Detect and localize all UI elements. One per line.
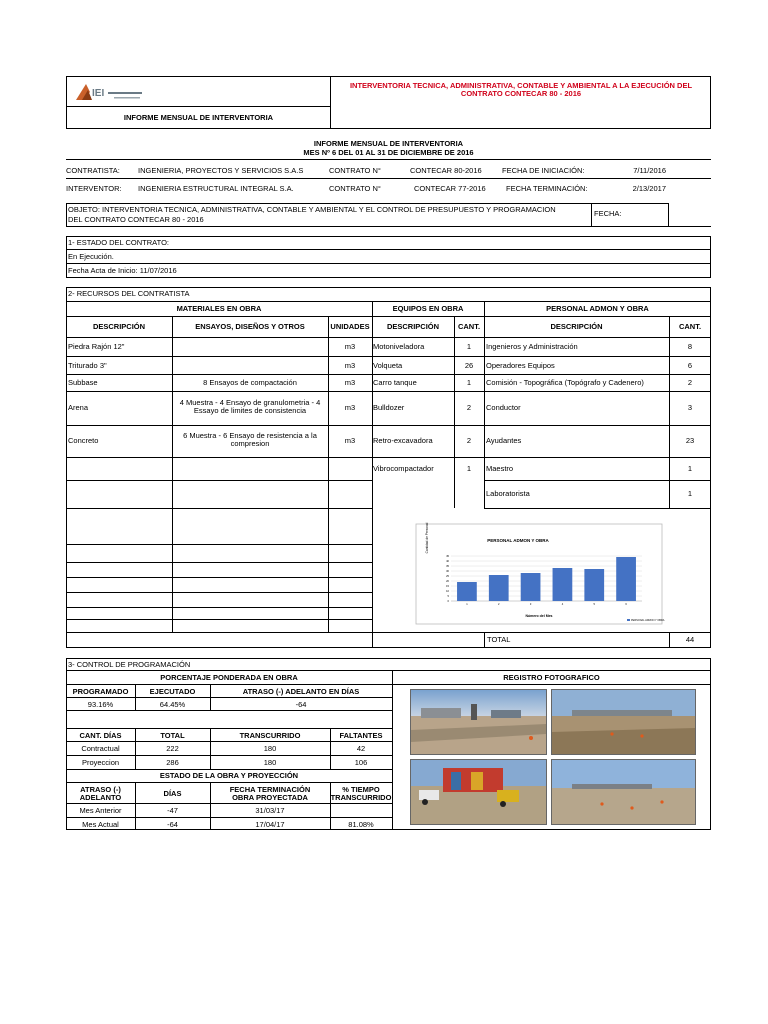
chart-legend-swatch	[627, 619, 630, 621]
control-heading: 3- CONTROL DE PROGRAMACIÓN	[68, 660, 191, 669]
chart-xtick-label: 3	[529, 603, 532, 606]
registro-title: REGISTRO FOTOGRAFICO	[503, 673, 600, 682]
site-photo-1	[410, 689, 547, 755]
personal-cant: 1	[687, 464, 693, 473]
dias-row-total: 286	[166, 758, 179, 767]
chart-ytick-label: 35	[446, 565, 449, 568]
site-photo-2	[551, 689, 696, 755]
chart-ylabel: Cantidad de Personal	[425, 522, 429, 554]
dias-row-transcurrido: 180	[263, 744, 277, 753]
chart-xtick-label: 4	[561, 603, 564, 606]
col-fecha-l1: FECHA TERMINACIÓN	[229, 785, 311, 794]
equipo-cant: 1	[466, 464, 472, 473]
chart-ytick-label: 30	[446, 570, 449, 573]
equipo-desc: Volqueta	[373, 361, 403, 370]
col-total: TOTAL	[160, 731, 185, 740]
equipo-cant: 1	[466, 342, 472, 351]
fecha-inicio-label: FECHA DE INICIACIÓN:	[502, 166, 585, 175]
dias-row-label: Proyeccion	[81, 758, 120, 767]
col-cant-dias: CANT. DÍAS	[79, 731, 122, 740]
chart-bar	[553, 568, 573, 601]
dias-row-total: 222	[166, 744, 179, 753]
material-desc: Piedra Rajón 12"	[68, 342, 125, 351]
col-dias: DÍAS	[163, 789, 182, 798]
materiales-title: MATERIALES EN OBRA	[176, 304, 262, 313]
dias-row-transcurrido: 180	[263, 758, 277, 767]
estado-row-label: Mes Anterior	[79, 806, 122, 815]
equipo-cant: 2	[466, 436, 472, 445]
material-ensayo: 8 Ensayos de compactación	[203, 378, 297, 387]
estado-heading: 1- ESTADO DEL CONTRATO:	[68, 238, 169, 247]
chart-ytick-label: 40	[446, 560, 449, 563]
personal-cant: 6	[687, 361, 693, 370]
chart-xtick-label: 5	[593, 603, 595, 606]
chart-ytick-label: 5	[447, 595, 449, 598]
chart-xtick-label: 1	[466, 603, 468, 606]
material-desc: Arena	[68, 403, 89, 412]
company-logo	[74, 80, 144, 104]
col-unidades: UNIDADES	[330, 322, 370, 331]
col-descripcion: DESCRIPCIÓN	[92, 322, 146, 331]
chart-bar	[584, 569, 604, 601]
estado-line2: Fecha Acta de Inicio: 11/07/2016	[68, 266, 177, 275]
chart-ytick-label: 45	[446, 555, 449, 558]
personal-desc: Laboratorista	[486, 489, 530, 498]
material-unidad: m3	[344, 436, 356, 445]
chart-ytick-label: 20	[446, 580, 449, 583]
material-unidad: m3	[344, 361, 356, 370]
info-period: MES Nº 6 DEL 01 AL 31 DE DICIEMBRE DE 2016	[303, 148, 474, 157]
atraso-value: -64	[295, 700, 307, 709]
material-desc: Concreto	[68, 436, 99, 445]
col-cant: CANT.	[457, 322, 481, 331]
personal-desc: Comisión - Topográfica (Topógrafo y Cadenero)	[486, 378, 644, 387]
programado-value: 93.16%	[87, 700, 114, 709]
dias-row-faltantes: 106	[354, 758, 368, 767]
col-atraso2-l1: ATRASO (-)	[80, 785, 121, 794]
ejecutado-value: 64.45%	[159, 700, 186, 709]
col-fecha-l2: OBRA PROYECTADA	[232, 793, 308, 802]
chart-xlabel: Número del Mes	[525, 614, 553, 618]
estado-row-tiempo: 81.08%	[348, 820, 374, 829]
material-desc: Subbase	[68, 378, 98, 387]
personal-desc: Maestro	[486, 464, 514, 473]
chart-legend-text: PERSONAL ADMON Y OBRA	[631, 619, 665, 622]
dias-row-faltantes: 42	[356, 744, 366, 753]
equipo-desc: Carro tanque	[373, 378, 417, 387]
col-ensayos: ENSAYOS, DISEÑOS Y OTROS	[195, 322, 305, 331]
chart-bar	[521, 573, 541, 601]
estado-line1: En Ejecución.	[68, 252, 114, 261]
col-tiempo-l1: % TIEMPO	[342, 785, 380, 794]
chart-xtick-label: 2	[498, 603, 500, 606]
equipo-cant: 26	[464, 361, 474, 370]
personal-chart	[372, 508, 711, 632]
total-label: TOTAL	[487, 635, 511, 644]
equipo-desc: Vibrocompactador	[373, 464, 434, 473]
estado-row-dias: -47	[167, 806, 178, 815]
report-label: INFORME MENSUAL DE INTERVENTORIA	[123, 113, 274, 122]
personal-cant: 2	[687, 378, 693, 387]
interventor-label: INTERVENTOR:	[66, 184, 122, 193]
estado-row-dias: -64	[167, 820, 178, 829]
contratista-value: INGENIERIA, PROYECTOS Y SERVICIOS S.A.S	[138, 166, 304, 175]
chart-ytick-label: 0	[447, 600, 449, 603]
personal-cant: 1	[687, 489, 693, 498]
contrato-label-2: CONTRATO N°	[329, 184, 381, 193]
col-transcurrido: TRANSCURRIDO	[239, 731, 301, 740]
equipo-desc: Bulldozer	[373, 403, 405, 412]
fecha-inicio-value: 7/11/2016	[633, 166, 666, 175]
chart-ytick-label: 10	[446, 590, 449, 593]
col-faltantes: FALTANTES	[339, 731, 383, 740]
equipo-desc: Retro-excavadora	[373, 436, 433, 445]
total-value: 44	[685, 635, 695, 644]
estado-row-fecha: 17/04/17	[255, 820, 285, 829]
equipo-cant: 1	[466, 378, 472, 387]
col-tiempo-l2: TRANSCURRIDO	[330, 793, 392, 802]
personal-title: PERSONAL ADMON Y OBRA	[546, 304, 649, 313]
svg-text:IEI: IEI	[92, 88, 105, 99]
site-photo-3	[410, 759, 547, 825]
material-desc: Triturado 3"	[68, 361, 107, 370]
objeto-line2: DEL CONTRATO CONTECAR 80 - 2016	[68, 215, 204, 224]
fecha-term-value: 2/13/2017	[632, 184, 666, 193]
chart-ytick-label: 15	[446, 585, 449, 588]
chart-bar	[489, 575, 509, 601]
objeto-line1: OBJETO: INTERVENTORIA TECNICA, ADMINISTRATIVA, CONTABLE Y AMBIENTAL Y EL CONTROL DE PRESUPUESTO Y PROGRAMACION	[68, 205, 556, 214]
chart-ytick-label: 25	[446, 575, 449, 578]
chart-bar	[457, 582, 477, 601]
header-title: INTERVENTORIA TECNICA, ADMINISTRATIVA, CONTABLE Y AMBIENTAL A LA EJECUCIÓN DEL CONTRATO CONTECAR 80 - 2016	[349, 81, 693, 98]
equipo-desc: Motoniveladora	[373, 342, 425, 351]
col-atraso: ATRASO (-) ADELANTO EN DÍAS	[242, 687, 360, 696]
recursos-heading: 2- RECURSOS DEL CONTRATISTA	[68, 289, 190, 298]
site-photo-4	[551, 759, 696, 825]
estado-title: ESTADO DE LA OBRA Y PROYECCIÓN	[159, 771, 299, 780]
fecha-term-label: FECHA TERMINACIÓN:	[506, 184, 588, 193]
col-ejecutado: EJECUTADO	[149, 687, 196, 696]
personal-desc: Ayudantes	[486, 436, 522, 445]
col-eq-descripcion: DESCRIPCIÓN	[386, 322, 440, 331]
contratista-label: CONTRATISTA:	[66, 166, 120, 175]
chart-bar	[616, 557, 636, 601]
personal-desc: Conductor	[486, 403, 521, 412]
material-ensayo: 4 Muestra - 4 Ensayo de granulometria - 4 Essayo de limites de consistencia	[179, 398, 321, 415]
material-unidad: m3	[344, 378, 356, 387]
estado-row-label: Mes Actual	[82, 820, 119, 829]
equipos-title: EQUIPOS EN OBRA	[392, 304, 464, 313]
estado-row-fecha: 31/03/17	[255, 806, 285, 815]
col-programado: PROGRAMADO	[72, 687, 129, 696]
porcentaje-title: PORCENTAJE PONDERADA EN OBRA	[160, 673, 298, 682]
material-unidad: m3	[344, 342, 356, 351]
dias-row-label: Contractual	[81, 744, 120, 753]
chart-xtick-label: 6	[625, 603, 627, 606]
contrato-value-2: CONTECAR 77-2016	[414, 184, 486, 193]
col-atraso2-l2: ADELANTO	[79, 793, 122, 802]
fecha-label: FECHA:	[594, 209, 622, 218]
material-ensayo: 6 Muestra - 6 Ensayo de resistencia a la compresion	[183, 431, 317, 448]
personal-desc: Operadores Equipos	[486, 361, 555, 370]
interventor-value: INGENIERIA ESTRUCTURAL INTEGRAL S.A.	[138, 184, 294, 193]
personal-cant: 3	[687, 403, 693, 412]
personal-cant: 23	[685, 436, 695, 445]
col-per-descripcion: DESCRIPCIÓN	[550, 322, 603, 331]
col-per-cant: CANT.	[678, 322, 702, 331]
contrato-value-1: CONTECAR 80-2016	[410, 166, 482, 175]
info-title: INFORME MENSUAL DE INTERVENTORIA	[313, 139, 464, 148]
equipo-cant: 2	[466, 403, 472, 412]
material-unidad: m3	[344, 403, 356, 412]
contrato-label-1: CONTRATO N°	[329, 166, 381, 175]
personal-desc: Ingenieros y Administración	[486, 342, 578, 351]
personal-cant: 8	[687, 342, 693, 351]
chart-title: PERSONAL ADMON Y OBRA	[487, 538, 549, 543]
